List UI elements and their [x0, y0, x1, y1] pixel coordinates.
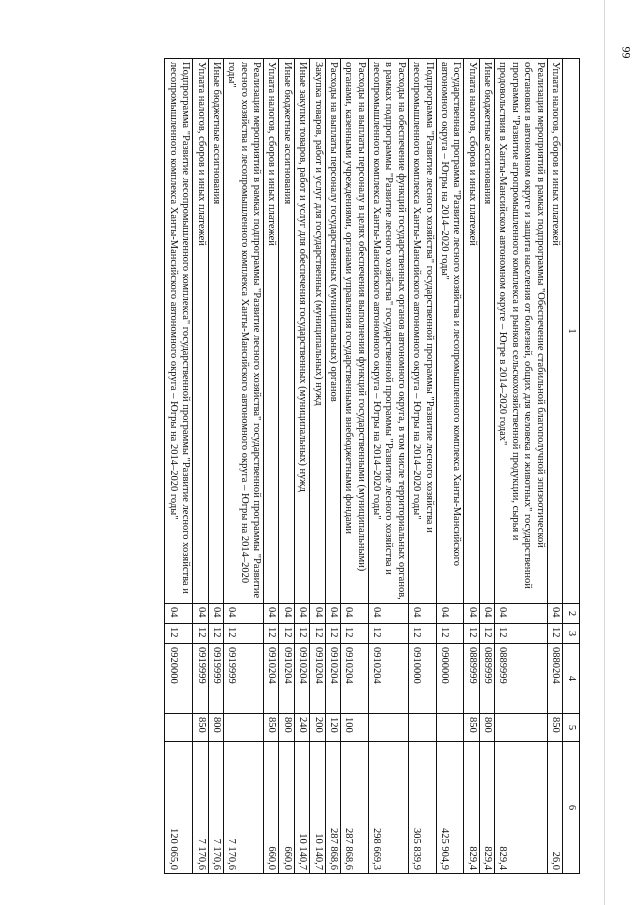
- row-subsection-cell: 12: [341, 624, 369, 644]
- row-expense-type-cell: [408, 714, 436, 742]
- row-expense-type-cell: 850: [464, 714, 479, 742]
- row-amount-cell: 829,4: [464, 742, 479, 874]
- table-row: [165, 59, 193, 874]
- row-expense-type-cell: 850: [264, 714, 279, 742]
- row-name-cell: Реализация мероприятий в рамках подпрограммы "Развитие лесного хозяйства" государственной программы "Развитие лесного хозяйства и лесопромышленного комплекса Ханты-Мансийского автономного округа – Югры на 2014–2020 годы": [224, 59, 264, 604]
- row-target-article-cell: 0919999: [224, 644, 264, 714]
- row-target-article-cell: 0919999: [193, 644, 208, 714]
- row-section-cell: 04: [479, 604, 494, 624]
- row-subsection-cell: 12: [325, 624, 340, 644]
- row-section-cell: 04: [341, 604, 369, 624]
- row-subsection-cell: 12: [479, 624, 494, 644]
- row-amount-cell: 660,0: [264, 742, 279, 874]
- row-subsection-cell: 12: [310, 624, 325, 644]
- row-target-article-cell: 0900000: [436, 644, 464, 714]
- row-expense-type-cell: 200: [310, 714, 325, 742]
- table-row: [294, 59, 309, 874]
- row-subsection-cell: 12: [165, 624, 193, 644]
- row-target-article-cell: 0920000: [165, 644, 193, 714]
- row-target-article-cell: 0889999: [464, 644, 479, 714]
- row-subsection-cell: 12: [436, 624, 464, 644]
- row-expense-type-cell: 120: [325, 714, 340, 742]
- row-expense-type-cell: [165, 714, 193, 742]
- row-amount-cell: 7 170,6: [193, 742, 208, 874]
- row-expense-type-cell: [436, 714, 464, 742]
- row-target-article-cell: 0910204: [325, 644, 340, 714]
- row-target-article-cell: 0910000: [408, 644, 436, 714]
- row-name-cell: Иные бюджетные ассигнования: [208, 59, 223, 604]
- row-expense-type-cell: 800: [208, 714, 223, 742]
- row-subsection-cell: 12: [547, 624, 562, 644]
- row-amount-cell: 425 904,9: [436, 742, 464, 874]
- row-name-cell: Реализация мероприятий в рамках подпрограммы "Обеспечение стабильной благополучной эпизоотической обстановки в автономном округе и защита населения от болезней, общих для человека и животных" государственной программы "Развитие агропромышленного комплекса и рынков сельскохозяйственной продукции, сырья и продовольствия в Ханты-Мансийском автономном округе – Югре в 2014–2020 годах": [495, 59, 548, 604]
- row-target-article-cell: 0910204: [368, 644, 408, 714]
- header-col-6: 6: [563, 742, 580, 874]
- row-name-cell: Расходы на выплаты персоналу государственных (муниципальных) органов: [325, 59, 340, 604]
- row-amount-cell: 298 669,3: [368, 742, 408, 874]
- row-amount-cell: 305 839,9: [408, 742, 436, 874]
- row-amount-cell: 829,4: [495, 742, 548, 874]
- row-section-cell: 04: [464, 604, 479, 624]
- row-amount-cell: 120 065,0: [165, 742, 193, 874]
- row-subsection-cell: 12: [368, 624, 408, 644]
- row-target-article-cell: 0910204: [341, 644, 369, 714]
- row-amount-cell: 7 170,6: [224, 742, 264, 874]
- row-expense-type-cell: 850: [547, 714, 562, 742]
- row-target-article-cell: 0889999: [495, 644, 548, 714]
- row-section-cell: 04: [436, 604, 464, 624]
- row-amount-cell: 26,0: [547, 742, 562, 874]
- table-row: [208, 59, 223, 874]
- table-row: [495, 59, 548, 874]
- header-col-3: 3: [563, 624, 580, 644]
- page-number: 99: [619, 46, 634, 59]
- row-section-cell: 04: [325, 604, 340, 624]
- row-section-cell: 04: [294, 604, 309, 624]
- header-col-1: 1: [563, 59, 580, 604]
- table-row: [547, 59, 562, 874]
- row-amount-cell: 287 868,6: [341, 742, 369, 874]
- row-amount-cell: 287 868,6: [325, 742, 340, 874]
- row-section-cell: 04: [408, 604, 436, 624]
- row-name-cell: Закупка товаров, работ и услуг для государственных (муниципальных) нужд: [310, 59, 325, 604]
- row-subsection-cell: 12: [464, 624, 479, 644]
- row-amount-cell: 10 140,7: [310, 742, 325, 874]
- row-name-cell: Расходы на выплаты персоналу в целях обеспечения выполнения функций государственными (муниципальными) органами, казенными учреждениями, органами управления государственными внебюджетными фондами: [341, 59, 369, 604]
- row-name-cell: Расходы на обеспечение функций государственных органов автономного округа, в том числе территориальных органов, в рамках подпрограммы "Развитие лесного хозяйства" государственной программы "Развитие лесного хозяйства и лесопромышленного комплекса Ханты-Мансийского автономного округа – Югры на 2014–2020 годы": [368, 59, 408, 604]
- row-section-cell: 04: [208, 604, 223, 624]
- row-expense-type-cell: 100: [341, 714, 369, 742]
- table-row: [279, 59, 294, 874]
- header-col-5: 5: [563, 714, 580, 742]
- table-row: [224, 59, 264, 874]
- table-header-row: [563, 59, 580, 874]
- table-row: [325, 59, 340, 874]
- row-name-cell: Подпрограмма "Развитие лесного хозяйства" государственной программы "Развитие лесного хозяйства и лесопромышленного комплекса Ханты-Мансийского автономного округа – Югры на 2014–2020 годы": [408, 59, 436, 604]
- row-target-article-cell: 0910204: [264, 644, 279, 714]
- table-row: [464, 59, 479, 874]
- table-row: [341, 59, 369, 874]
- row-section-cell: 04: [165, 604, 193, 624]
- row-expense-type-cell: 800: [279, 714, 294, 742]
- row-subsection-cell: 12: [495, 624, 548, 644]
- row-section-cell: 04: [495, 604, 548, 624]
- row-subsection-cell: 12: [193, 624, 208, 644]
- row-target-article-cell: 0880204: [547, 644, 562, 714]
- row-amount-cell: 7 170,6: [208, 742, 223, 874]
- budget-table: [165, 58, 581, 874]
- row-expense-type-cell: 240: [294, 714, 309, 742]
- row-section-cell: 04: [310, 604, 325, 624]
- table-row: [264, 59, 279, 874]
- header-col-2: 2: [563, 604, 580, 624]
- row-target-article-cell: 0910204: [310, 644, 325, 714]
- row-name-cell: Уплата налогов, сборов и иных платежей: [264, 59, 279, 604]
- row-section-cell: 04: [547, 604, 562, 624]
- row-expense-type-cell: 850: [193, 714, 208, 742]
- row-name-cell: Подпрограмма "Развитие лесопромышленного комплекса" государственной программы "Развитие лесного хозяйства и лесопромышленного комплекса Ханты-Мансийского автономного округа – Югры на 2014–2020 годы": [165, 59, 193, 604]
- row-name-cell: Уплата налогов, сборов и иных платежей: [464, 59, 479, 604]
- row-subsection-cell: 12: [294, 624, 309, 644]
- row-target-article-cell: 0889999: [479, 644, 494, 714]
- row-amount-cell: 660,0: [279, 742, 294, 874]
- row-section-cell: 04: [264, 604, 279, 624]
- table-row: [310, 59, 325, 874]
- table-row: [408, 59, 436, 874]
- row-section-cell: 04: [193, 604, 208, 624]
- row-expense-type-cell: 800: [479, 714, 494, 742]
- row-expense-type-cell: [495, 714, 548, 742]
- row-subsection-cell: 12: [408, 624, 436, 644]
- row-expense-type-cell: [368, 714, 408, 742]
- row-section-cell: 04: [279, 604, 294, 624]
- scan-edge-line: [604, 0, 605, 905]
- row-name-cell: Уплата налогов, сборов и иных платежей: [547, 59, 562, 604]
- row-expense-type-cell: [224, 714, 264, 742]
- row-target-article-cell: 0910204: [294, 644, 309, 714]
- row-name-cell: Государственная программа "Развитие лесного хозяйства и лесопромышленного комплекса Ханты-Мансийского автономного округа – Югры на 2014–2020 годы": [436, 59, 464, 604]
- table-row: [368, 59, 408, 874]
- row-target-article-cell: 0919999: [208, 644, 223, 714]
- table-row: [436, 59, 464, 874]
- row-amount-cell: 829,4: [479, 742, 494, 874]
- row-target-article-cell: 0910204: [279, 644, 294, 714]
- row-section-cell: 04: [368, 604, 408, 624]
- row-subsection-cell: 12: [224, 624, 264, 644]
- table-row: [479, 59, 494, 874]
- row-subsection-cell: 12: [279, 624, 294, 644]
- row-subsection-cell: 12: [208, 624, 223, 644]
- row-name-cell: Иные бюджетные ассигнования: [279, 59, 294, 604]
- row-amount-cell: 10 140,7: [294, 742, 309, 874]
- table-row: [193, 59, 208, 874]
- row-subsection-cell: 12: [264, 624, 279, 644]
- row-section-cell: 04: [224, 604, 264, 624]
- row-name-cell: Уплата налогов, сборов и иных платежей: [193, 59, 208, 604]
- rotated-table-container: [60, 58, 580, 873]
- header-col-4: 4: [563, 644, 580, 714]
- row-name-cell: Иные закупки товаров, работ и услуг для обеспечения государственных (муниципальных) нужд: [294, 59, 309, 604]
- row-name-cell: Иные бюджетные ассигнования: [479, 59, 494, 604]
